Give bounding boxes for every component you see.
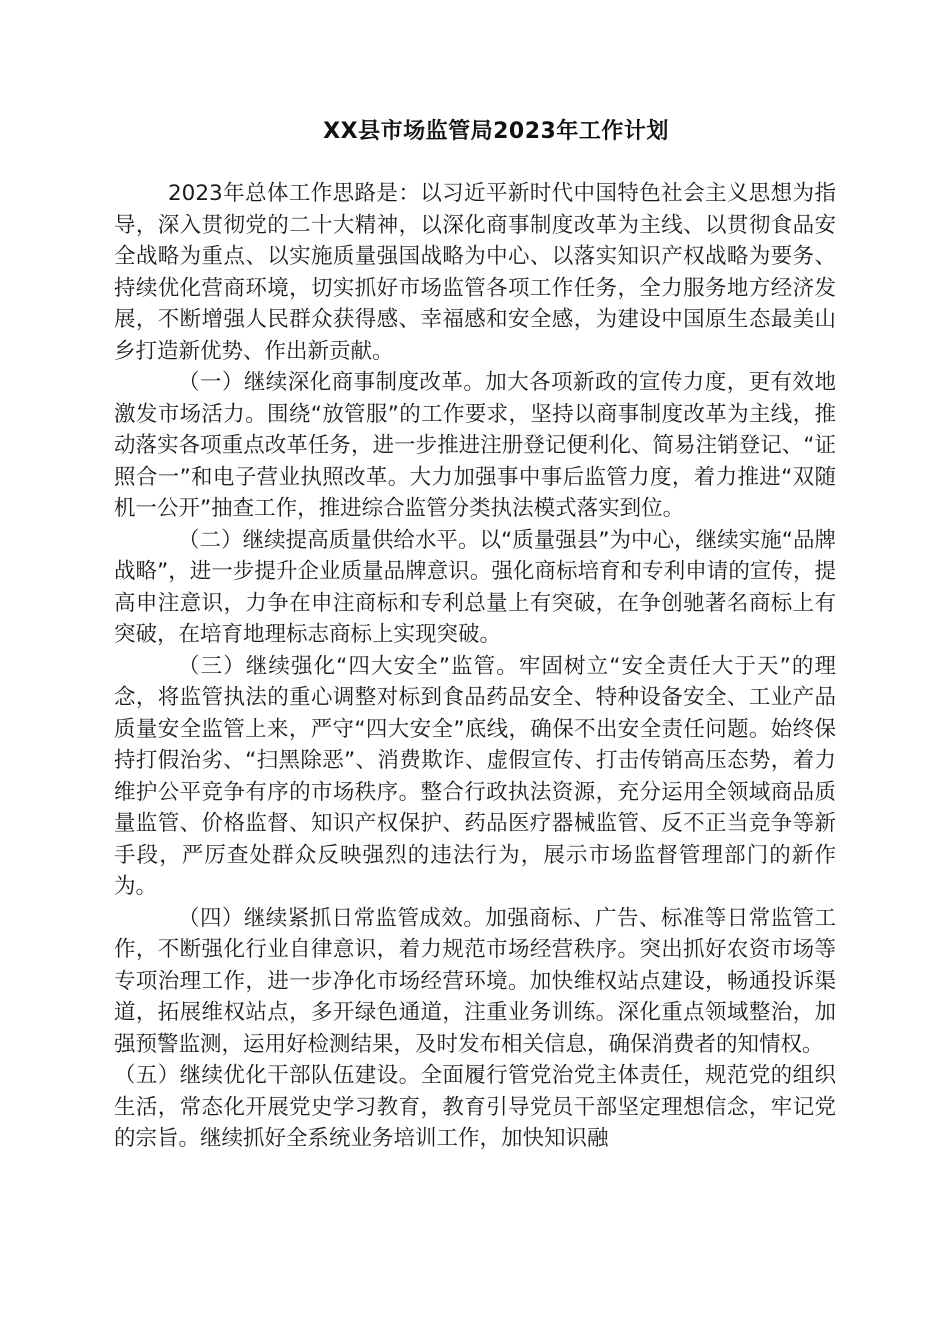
paragraph-section-2: （二）继续提高质量供给水平。以“质量强县”为中心，继续实施“品牌战略”，进一步提升企业质量品牌意识。强化商标培育和专利申请的宣传，提高申注意识，力争在申注商标和专利总量上有突破，在争创驰著名商标上有突破，在培育地理标志商标上实现突破。 [114,527,836,647]
paragraph-section-1: （一）继续深化商事制度改革。加大各项新政的宣传力度，更有效地激发市场活力。围绕“放管服”的工作要求，坚持以商事制度改革为主线，推动落实各项重点改革任务，进一步推进注册登记便利化、简易注销登记、“证照合一”和电子营业执照改革。大力加强事中事后监管力度，着力推进“双随机一公开”抽查工作，推进综合监管分类执法模式落实到位。 [114,370,836,521]
document-title: XX县市场监管局2023年工作计划 [323,119,669,144]
document-body [114,178,836,1155]
paragraph-section-4: （四）继续紧抓日常监管成效。加强商标、广告、标准等日常监管工作，不断强化行业自律意识，着力规范市场经营秩序。突出抓好农资市场等专项治理工作，进一步净化市场经营环境。加快维权站点建设，畅通投诉渠道，拓展维权站点，多开绿色通道，注重业务训练。深化重点领域整治，加强预警监测，运用好检测结果，及时发布相关信息，确保消费者的知情权。 [114,905,836,1057]
paragraph-section-3: （三）继续强化“四大安全”监管。牢固树立“安全责任大于天”的理念，将监管执法的重心调整对标到食品药品安全、特种设备安全、工业产品质量安全监管上来，严守“四大安全”底线，确保不出安全责任问题。始终保持打假治劣、“扫黑除恶”、消费欺诈、虚假宣传、打击传销高压态势，着力维护公平竞争有序的市场秩序。整合行政执法资源，充分运用全领域商品质量监管、价格监督、知识产权保护、药品医疗器械监管、反不正当竞争等新手段，严厉查处群众反映强烈的违法行为，展示市场监督管理部门的新作为。 [114,653,836,899]
paragraph-section-5: （五）继续优化干部队伍建设。全面履行管党治党主体责任，规范党的组织生活，常态化开展党史学习教育，教育引导党员干部坚定理想信念，牢记党的宗旨。继续抓好全系统业务培训工作，加快知识融 [114,1063,836,1151]
paragraph-overview: 2023年总体工作思路是：以习近平新时代中国特色社会主义思想为指导，深入贯彻党的二十大精神，以深化商事制度改革为主线、以贯彻食品安全战略为重点、以实施质量强国战略为中心、以落实知识产权战略为要务、持续优化营商环境，切实抓好市场监管各项工作任务，全力服务地方经济发展，不断增强人民群众获得感、幸福感和安全感，为建设中国原生态最美山乡打造新优势、作出新贡献。 [114,181,836,364]
